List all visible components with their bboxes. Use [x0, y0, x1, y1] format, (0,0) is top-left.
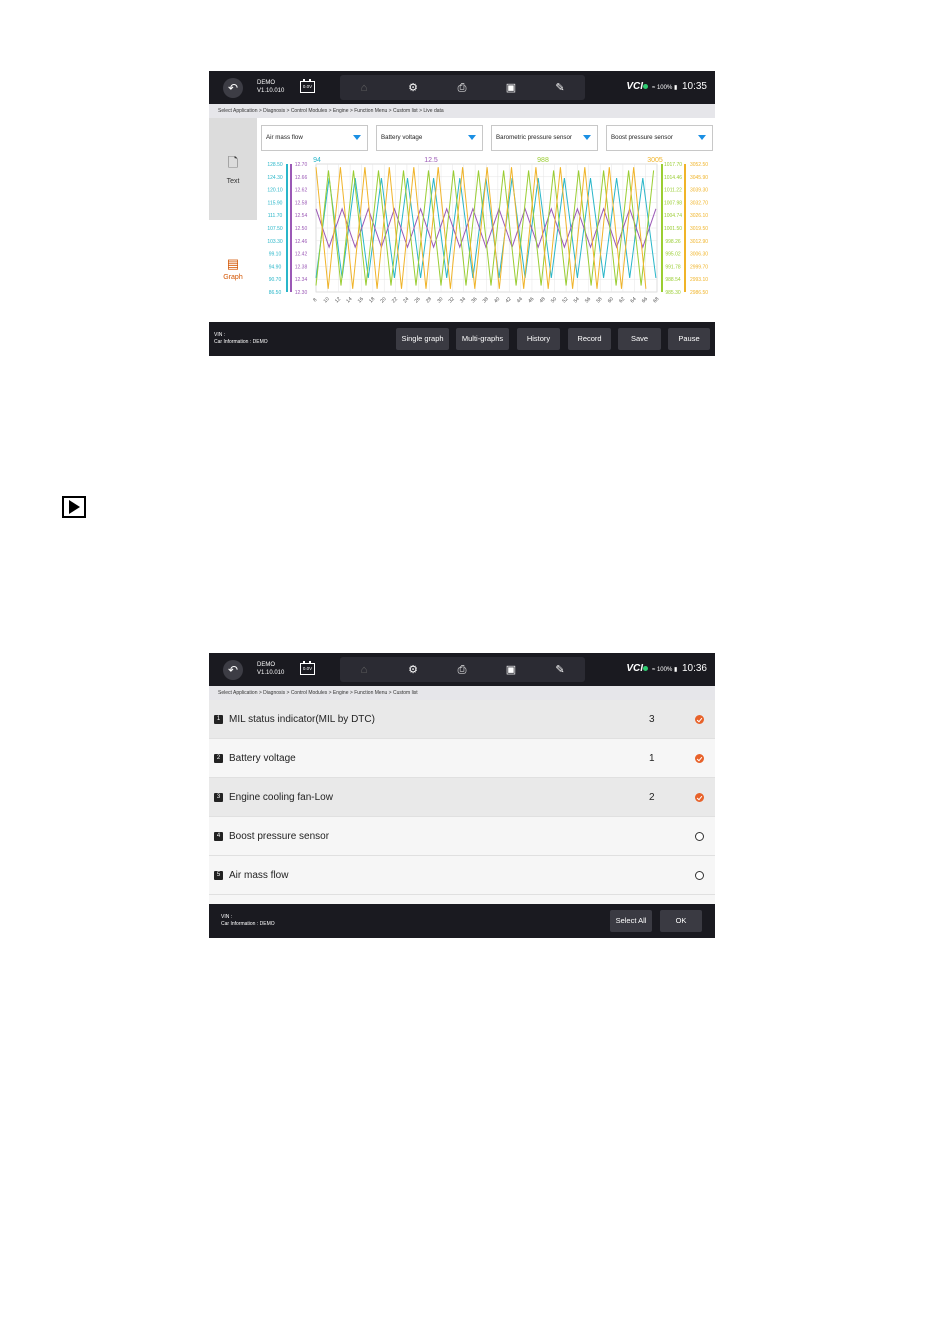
axis-tick-label: 1004.74	[663, 213, 683, 220]
version-label: V1.10.010	[257, 670, 285, 676]
tab-text-label: Text	[226, 178, 240, 185]
live-data-graph-screen	[209, 71, 715, 356]
pid-selector-4[interactable]	[606, 125, 713, 151]
axis-tick-label: 12.66	[294, 174, 308, 181]
axis-tick-label: 115.90	[267, 200, 283, 207]
demo-label: DEMO	[257, 80, 275, 86]
x-tick-label: 62	[618, 296, 627, 305]
axis-tick-label: 12.42	[294, 251, 308, 258]
battery-icon: ▮	[673, 85, 678, 91]
x-tick-label: 54	[572, 296, 581, 305]
vin-label: VIN :	[221, 914, 233, 920]
axis-bar-air-mass	[286, 164, 288, 292]
clock: 10:36	[681, 663, 707, 674]
top-bar	[209, 653, 715, 686]
battery-voltage-value: 0.0V	[302, 666, 313, 671]
graph-panel	[257, 118, 715, 322]
x-tick-label: 18	[368, 296, 377, 305]
bottom-bar	[209, 904, 715, 938]
x-tick-label: 32	[447, 296, 456, 305]
car-info	[214, 332, 268, 346]
x-tick-label: 38	[481, 296, 490, 305]
x-tick-label: 42	[504, 296, 513, 305]
item-label: Engine cooling fan-Low	[229, 792, 333, 803]
x-tick-label: 60	[606, 296, 615, 305]
x-tick-label: 64	[629, 296, 638, 305]
item-number: 4	[214, 832, 223, 841]
x-tick-label: 14	[345, 296, 354, 305]
axis-tick-label: 12.54	[294, 213, 308, 220]
checkbox-unchecked-icon[interactable]	[695, 871, 704, 880]
item-number: 1	[214, 715, 223, 724]
axis-tick-label: 111.70	[267, 213, 283, 220]
list-item[interactable]	[209, 739, 715, 778]
custom-list	[209, 700, 715, 904]
status-area	[626, 662, 707, 677]
x-tick-label: 56	[584, 296, 593, 305]
printer-icon[interactable]: ⎙	[457, 82, 467, 94]
breadcrumb: Select Application > Diagnosis > Control Modules > Engine > Function Menu > Custom list	[209, 686, 715, 700]
gear-icon[interactable]: ⚙	[408, 82, 418, 94]
axis-tick-label: 12.70	[294, 162, 308, 168]
live-data-chart	[257, 156, 715, 322]
edit-icon[interactable]: ✎	[555, 82, 565, 94]
demo-label: DEMO	[257, 662, 275, 668]
x-tick-label: 58	[595, 296, 604, 305]
item-order: 2	[649, 792, 655, 803]
version-label: V1.10.010	[257, 88, 285, 94]
x-tick-label: 20	[379, 296, 388, 305]
x-tick-label: 30	[436, 296, 445, 305]
axis-tick-label: 2993.10	[689, 277, 709, 284]
axis-tick-label: 3019.50	[689, 226, 709, 232]
axis-tick-label: 128.50	[267, 162, 283, 168]
list-item[interactable]	[209, 700, 715, 739]
list-item[interactable]	[209, 778, 715, 817]
item-number: 2	[214, 754, 223, 763]
axis-tick-label: 12.50	[294, 226, 308, 232]
axis-tick-label: 1014.46	[663, 174, 683, 181]
x-tick-label: 52	[561, 296, 570, 305]
car-info	[221, 914, 275, 928]
x-tick-label: 66	[640, 296, 650, 305]
axis-tick-label: 94.90	[268, 264, 282, 271]
axis-tick-label: 2986.50	[689, 290, 709, 296]
nav-toolbar	[340, 75, 585, 100]
x-tick-label: 36	[470, 296, 479, 305]
axis-tick-label: 12.58	[294, 200, 308, 207]
axis-tick-label: 1011.22	[664, 187, 682, 194]
checkbox-unchecked-icon[interactable]	[695, 832, 704, 841]
axis-tick-label: 86.50	[268, 290, 282, 296]
ok-button[interactable]: OK	[660, 910, 702, 932]
pid-selector-1-label: Air mass flow	[266, 134, 303, 141]
axis-tick-label: 1001.50	[663, 226, 683, 232]
pause-button[interactable]: Pause	[668, 328, 710, 350]
printer-icon[interactable]: ⎙	[457, 664, 467, 676]
pid-selector-3[interactable]	[491, 125, 598, 151]
version-info	[257, 79, 284, 95]
axis-tick-label: 998.26	[665, 238, 681, 245]
x-tick-label: 10	[322, 296, 331, 305]
record-button[interactable]: Record	[568, 328, 611, 350]
axis-tick-label: 124.30	[267, 174, 283, 181]
list-item[interactable]	[209, 817, 715, 856]
single-graph-button[interactable]: Single graph	[396, 328, 449, 350]
x-tick-label: 50	[549, 296, 559, 305]
axis-bar-boost	[684, 164, 686, 292]
version-info	[257, 661, 284, 677]
axis-tick-label: 1007.98	[663, 200, 683, 207]
battery-percent: 100%	[656, 667, 673, 673]
pid-selector-2[interactable]	[376, 125, 483, 151]
checkbox-checked-icon[interactable]	[695, 793, 704, 802]
axis-tick-label: 1017.70	[663, 162, 683, 168]
axis-tick-label: 99.10	[268, 251, 282, 258]
gear-icon[interactable]: ⚙	[408, 664, 418, 676]
item-label: Air mass flow	[229, 870, 289, 881]
x-tick-label: 44	[515, 296, 524, 305]
image-icon[interactable]: ▣	[505, 82, 517, 94]
item-label: MIL status indicator(MIL by DTC)	[229, 714, 375, 725]
current-value-label: 12.5	[424, 157, 438, 164]
nav-toolbar	[340, 657, 585, 682]
vci-icon: VCI	[626, 663, 643, 674]
tab-text[interactable]	[209, 118, 257, 220]
custom-list-screen	[209, 653, 715, 938]
dropdown-arrow-icon	[583, 135, 591, 140]
status-area	[626, 80, 707, 95]
axis-tick-label: 3045.90	[689, 174, 709, 181]
axis-tick-label: 985.30	[665, 290, 681, 296]
battery-voltage-icon	[300, 81, 315, 93]
car-info-label: Car Information : DEMO	[214, 339, 268, 345]
axis-tick-label: 12.30	[294, 290, 308, 296]
item-label: Boost pressure sensor	[229, 831, 330, 842]
x-tick-label: 16	[356, 296, 365, 305]
current-value-label: 94	[313, 157, 321, 164]
dropdown-arrow-icon	[698, 135, 706, 140]
breadcrumb: Select Application > Diagnosis > Control Modules > Engine > Function Menu > Custom list > Live data	[209, 104, 715, 118]
axis-tick-label: 3006.30	[689, 251, 709, 258]
vci-icon: VCI	[626, 81, 643, 92]
document-icon: 🗋	[227, 155, 239, 170]
back-icon[interactable]: ↶	[223, 78, 243, 98]
view-mode-sidebar	[209, 118, 257, 322]
axis-bar-barometric	[661, 164, 663, 292]
clock: 10:35	[681, 81, 707, 92]
history-button[interactable]: History	[517, 328, 560, 350]
current-value-label: 3005	[647, 157, 663, 164]
top-bar	[209, 71, 715, 104]
item-order: 1	[649, 753, 655, 764]
vin-label: VIN :	[214, 332, 226, 338]
dropdown-arrow-icon	[468, 135, 476, 140]
checkbox-checked-icon[interactable]	[695, 754, 704, 763]
pid-selector-3-label: Barometric pressure sensor	[496, 134, 572, 141]
x-tick-label: 46	[527, 296, 536, 305]
play-icon	[62, 496, 86, 518]
dropdown-arrow-icon	[353, 135, 361, 140]
battery-voltage-icon	[300, 663, 315, 675]
x-tick-label: 12	[333, 296, 343, 305]
bar-graph-icon: ▤	[226, 256, 240, 271]
pid-selector-2-label: Battery voltage	[381, 134, 423, 141]
pid-selector-1[interactable]	[261, 125, 368, 151]
axis-tick-label: 12.34	[294, 277, 308, 284]
vci-connected-dot	[643, 666, 648, 671]
save-button[interactable]: Save	[618, 328, 661, 350]
item-number: 5	[214, 871, 223, 880]
item-order: 3	[649, 714, 655, 725]
image-icon[interactable]: ▣	[505, 664, 517, 676]
axis-tick-label: 991.78	[665, 264, 681, 271]
back-icon[interactable]: ↶	[223, 660, 243, 680]
car-info-label: Car Information : DEMO	[221, 921, 275, 927]
axis-tick-label: 3039.30	[689, 187, 709, 194]
axis-tick-label: 107.50	[267, 226, 283, 232]
select-all-button[interactable]: Select All	[610, 910, 652, 932]
edit-icon[interactable]: ✎	[555, 664, 565, 676]
item-number: 3	[214, 793, 223, 802]
axis-tick-label: 3012.90	[689, 238, 709, 245]
x-tick-label: 34	[458, 296, 468, 305]
home-icon[interactable]: ⌂	[360, 664, 368, 676]
axis-tick-label: 2999.70	[689, 264, 709, 271]
battery-icon: ▮	[673, 667, 678, 673]
battery-percent: 100%	[656, 85, 673, 91]
list-item[interactable]	[209, 856, 715, 895]
battery-voltage-value: 0.0V	[302, 84, 313, 89]
tab-graph-label: Graph	[223, 274, 243, 281]
x-tick-label: 40	[493, 296, 502, 305]
x-tick-label: 48	[538, 296, 547, 305]
axis-tick-label: 988.54	[665, 277, 681, 284]
wifi-icon: ≈	[651, 85, 656, 91]
x-tick-label: 28	[424, 296, 434, 305]
axis-tick-label: 12.38	[294, 264, 308, 271]
x-tick-label: 8	[312, 297, 319, 304]
axis-tick-label: 12.62	[294, 187, 308, 194]
checkbox-checked-icon[interactable]	[695, 715, 704, 724]
current-value-label: 988	[537, 157, 549, 164]
vci-connected-dot	[643, 84, 648, 89]
axis-tick-label: 3052.50	[689, 162, 709, 168]
axis-tick-label: 995.02	[665, 251, 681, 258]
multi-graphs-button[interactable]: Multi-graphs	[456, 328, 509, 350]
axis-tick-label: 103.30	[267, 238, 283, 245]
x-tick-label: 68	[652, 296, 661, 305]
home-icon[interactable]: ⌂	[360, 82, 368, 94]
axis-tick-label: 3026.10	[689, 213, 709, 220]
x-tick-label: 26	[413, 296, 422, 305]
axis-tick-label: 120.10	[267, 187, 283, 194]
x-tick-label: 24	[402, 296, 411, 305]
wifi-icon: ≈	[651, 667, 656, 673]
bottom-bar	[209, 322, 715, 356]
x-tick-label: 22	[390, 296, 399, 305]
item-label: Battery voltage	[229, 753, 296, 764]
axis-bar-battery	[290, 164, 292, 292]
axis-tick-label: 3032.70	[689, 200, 709, 207]
axis-tick-label: 12.46	[294, 238, 308, 245]
tab-graph[interactable]	[209, 220, 257, 322]
axis-tick-label: 90.70	[268, 277, 282, 284]
pid-selector-4-label: Boost pressure sensor	[611, 134, 673, 141]
